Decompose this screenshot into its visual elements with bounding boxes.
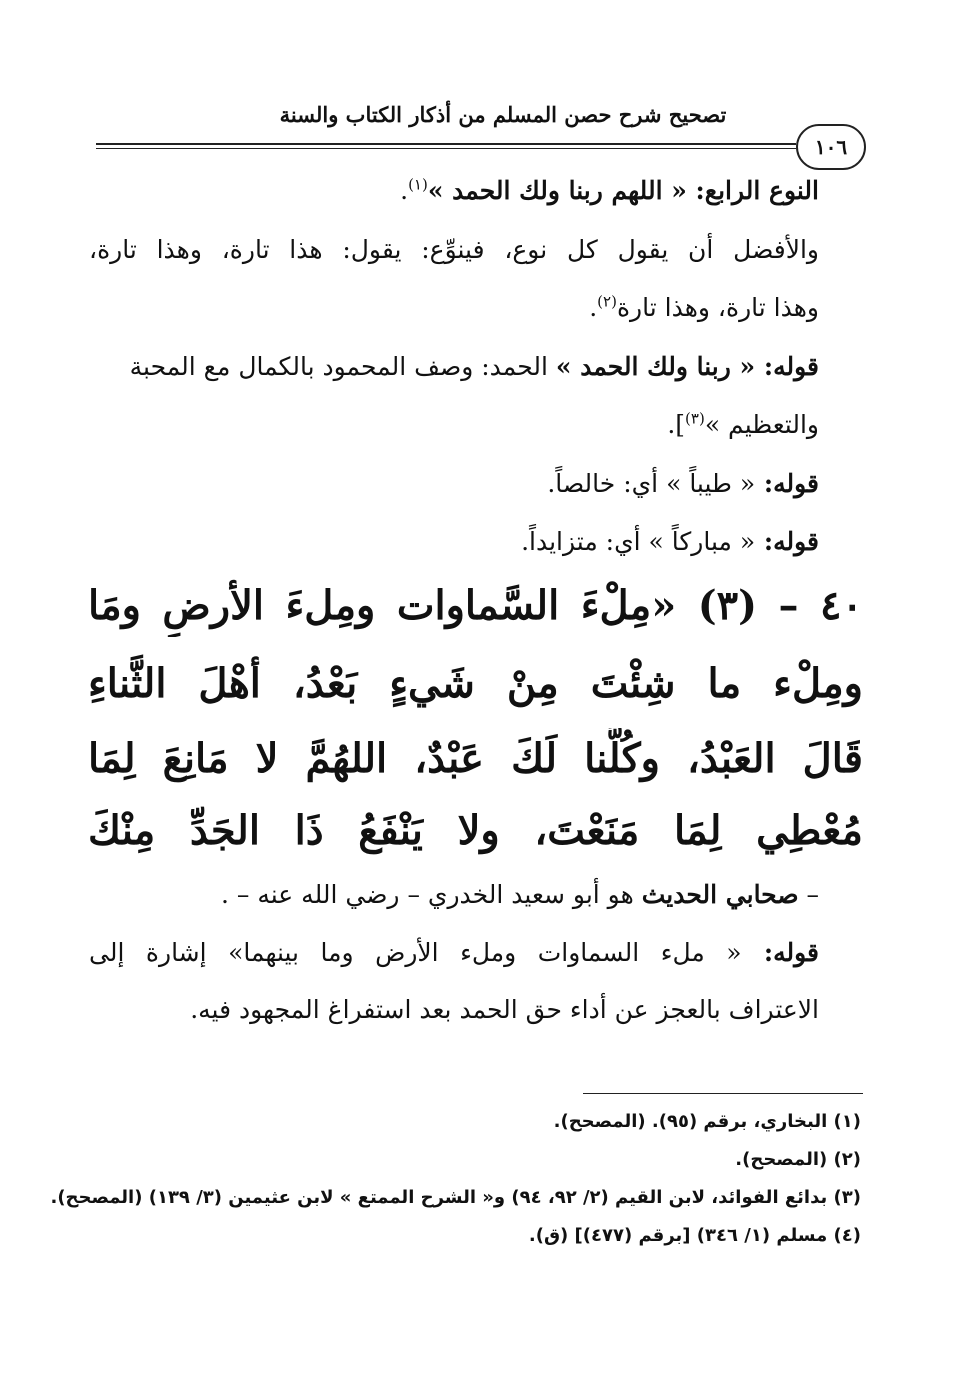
footnote-3: (٣) بدائع الفوائد، لابن القيم (٢/ ٩٢، ٩٤) و« الشرح الممتع » لابن عثيمين (٣/ ١٣٩) (المصحح). [50,1187,861,1208]
hadith-line-3: قَالَ العَبْدُ، وكُلُّنا لَكَ عَبْدٌ، اللهُمَّ لا مَانِعَ لِمَا [88,735,863,782]
sentence-end: . [589,293,598,322]
paragraph-variety-line-2 [89,288,819,328]
sentence-end: ]. [667,410,686,439]
paragraph-label: قوله: [755,527,819,556]
paragraph-label: قوله: [755,469,819,498]
paragraph-fourth-type [89,171,819,211]
hadith-line-4 [88,800,863,862]
footnote-ref-1: (١) [408,175,428,194]
footnote-separator [583,1093,863,1094]
quoted-phrase: « ربنا ولك الحمد » [555,352,756,381]
footnote-1: (١) البخاري، برقم (٩٥). (المصحح). [553,1111,861,1132]
definition-text: الحمد: وصف المحمود بالكمال مع المحبة [129,352,556,381]
explanation-text: « ملء السماوات وملء الأرض وما بينهما» إشارة إلى [89,938,742,967]
dash: – [798,880,819,909]
running-title: تصحيح شرح حصن المسلم من أذكار الكتاب والسنة [279,102,727,127]
explanation-text: « طيباً » أي: خالصاً. [547,469,756,498]
paragraph-hamd-line-2 [89,405,819,445]
paragraph-explanation-line-1 [89,933,819,973]
paragraph-label: قوله: [755,352,819,381]
hadith-line-2: ومِلْء ما شِئْتَ مِنْ شَيءٍ بَعْدُ، أهْلَ الثَّناءِ [88,660,863,707]
companion-note [89,875,819,915]
companion-label: صحابي الحديث [641,880,799,909]
header-rule-thin [96,148,796,149]
explanation-text: « مباركاً » أي: متزايداً. [521,527,756,556]
footnote-ref-3: (٣) [685,409,705,428]
paragraph-label: النوع الرابع: [686,176,819,205]
footnote-ref-2: (٢) [597,292,617,311]
sentence-end: . [400,176,409,205]
paragraph-variety-line-1: والأفضل أن يقول كل نوع، فينوِّع: يقول: هذا تارة، وهذا تارة، [89,235,819,264]
header-rule-thick [96,143,796,145]
companion-text: هو أبو سعيد الخدري – رضي الله عنه – . [221,880,642,909]
paragraph-tayyiban [89,464,819,504]
definition-text-cont: والتعظيم » [704,410,819,439]
footnote-2: (٢) (المصحح). [735,1149,861,1170]
paragraph-mubarakan [89,522,819,562]
paragraph-hamd-line-1 [89,347,819,387]
paragraph-explanation-line-2: الاعتراف بالعجز عن أداء حق الحمد بعد استفراغ المجهود فيه. [190,995,819,1024]
quoted-phrase: « اللهم ربنا ولك الحمد » [427,176,687,205]
hadith-text-end: مُعْطِي لِمَا مَنَعْتَ، ولا يَنْفَعُ ذَا الجَدِّ مِنْكَ [88,807,863,854]
hadith-line-1: ٤٠ – (٣) «مِلْءَ السَّماوات ومِلءَ الأرضِ ومَا [88,582,863,629]
paragraph-label: قوله: [741,938,819,967]
footnote-4: (٤) مسلم (١/ ٣٤٦) [برقم (٤٧٧)] (ق). [528,1225,861,1246]
page-number: ١٠٦ [796,124,866,170]
variety-text: وهذا تارة، وهذا تارة [616,293,819,322]
